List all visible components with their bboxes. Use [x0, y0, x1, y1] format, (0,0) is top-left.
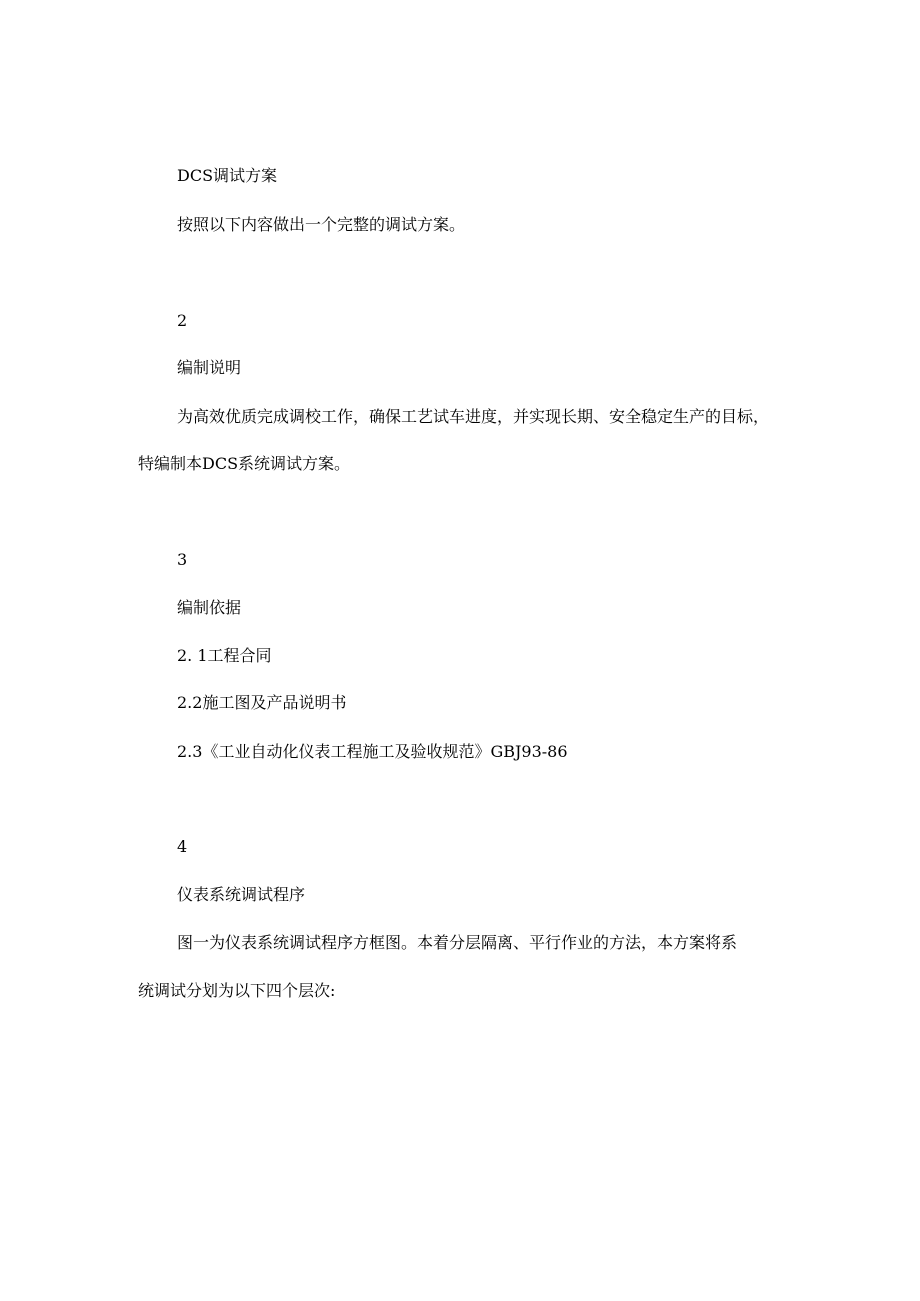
section-4-heading: 仪表系统调试程序	[177, 885, 306, 904]
section-3-number: 3	[177, 550, 188, 569]
list-item: 2.2施工图及产品说明书	[177, 693, 347, 712]
section-4-paragraph-line-2: 统调试分划为以下四个层次:	[138, 981, 336, 1000]
document-title: DCS调试方案	[177, 166, 278, 185]
section-2-paragraph-line-1: 为高效优质完成调校工作，确保工艺试车进度，并实现长期、安全稳定生产的目标，	[177, 407, 770, 426]
intro-text: 按照以下内容做出一个完整的调试方案。	[177, 215, 466, 234]
section-2-paragraph-line-2: 特编制本DCS系统调试方案。	[138, 454, 351, 473]
list-item: 2.3《工业自动化仪表工程施工及验收规范》GBJ93-86	[177, 742, 568, 761]
section-2-heading: 编制说明	[177, 358, 242, 377]
section-4-number: 4	[177, 837, 188, 856]
list-item: 2. 1工程合同	[177, 646, 272, 665]
section-2-number: 2	[177, 311, 188, 330]
section-3-heading: 编制依据	[177, 598, 242, 617]
section-4-paragraph-line-1: 图一为仪表系统调试程序方框图。本着分层隔离、平行作业的方法，本方案将系	[177, 933, 738, 952]
